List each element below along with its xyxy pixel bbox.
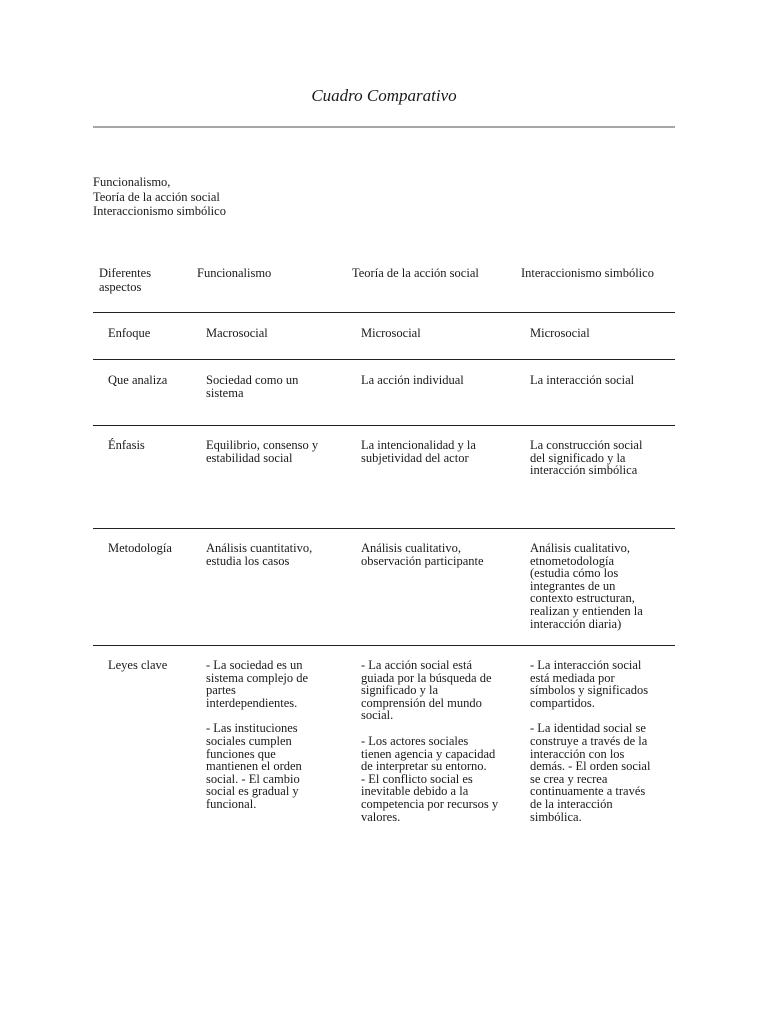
header-aspectos: Diferentes aspectos [99,266,152,294]
row-separator [93,425,675,426]
law-paragraph: - La identidad social se construye a través de la interacción con los demás. - El orden social se crea y recrea continuamente a través de la interacción simbólica. [530,721,651,824]
header-funcionalismo: Funcionalismo [197,266,272,280]
row-separator [93,645,675,646]
cell-accion-social: La acción individual [361,373,464,387]
cell-interaccionismo: La interacción social [530,373,635,387]
law-paragraph: - El conflicto social es inevitable debido a la competencia por recursos y valores. [361,771,499,824]
cell-funcionalismo: Macrosocial [206,326,268,340]
intro-line: Funcionalismo, [93,175,171,189]
row-aspect-enfoque: Enfoque [108,326,151,340]
law-paragraph: - Las instituciones sociales cumplen funciones que mantienen el orden social. - El cambio social es gradual y funcional. [206,721,302,811]
cell-interaccionismo: La construcción social del significado y la interacción simbólica [530,438,643,478]
row-aspect-enfasis: Énfasis [108,438,145,452]
law-paragraph: - La interacción social está mediada por símbolos y significados compartidos. [530,658,649,710]
header-interaccionismo: Interaccionismo simbólico [521,266,654,280]
law-paragraph: - Los actores sociales tienen agencia y capacidad de interpretar su entorno. [361,733,496,774]
row-aspect-leyes-clave: Leyes clave [108,658,168,672]
intro-line: Teoría de la acción social [93,189,220,204]
cell-funcionalismo: Equilibrio, consenso y estabilidad social [206,438,319,465]
cell-accion-social: Microsocial [361,326,421,340]
cell-funcionalismo: Sociedad como un sistema [206,373,299,400]
title-divider [93,126,675,128]
row-separator [93,359,675,360]
cell-interaccionismo [530,659,654,823]
document-title: Cuadro Comparativo [311,86,457,105]
intro-list [93,175,226,219]
cell-interaccionismo: Análisis cualitativo, etnometodología (estudia cómo los integrantes de un contexto estructuran, realizan y entienden la interacción diaria) [530,541,643,631]
intro-line: Interaccionismo simbólico [93,204,226,218]
cell-accion-social: La intencionalidad y la subjetividad del actor [361,438,476,465]
cell-funcionalismo [206,659,318,811]
law-paragraph: - La sociedad es un sistema complejo de partes interdependientes. [206,658,309,710]
row-separator [93,528,675,529]
row-aspect-que-analiza: Que analiza [108,373,168,387]
cell-accion-social [361,659,501,823]
law-paragraph: - La acción social está guiada por la búsqueda de significado y la comprensión del mundo social. [361,658,492,723]
cell-funcionalismo: Análisis cuantitativo, estudia los casos [206,541,313,568]
row-separator [93,312,675,313]
cell-accion-social: Análisis cualitativo, observación participante [361,541,484,568]
header-accion-social: Teoría de la acción social [352,266,479,280]
row-aspect-metodologia: Metodología [108,541,172,555]
cell-interaccionismo: Microsocial [530,326,590,340]
